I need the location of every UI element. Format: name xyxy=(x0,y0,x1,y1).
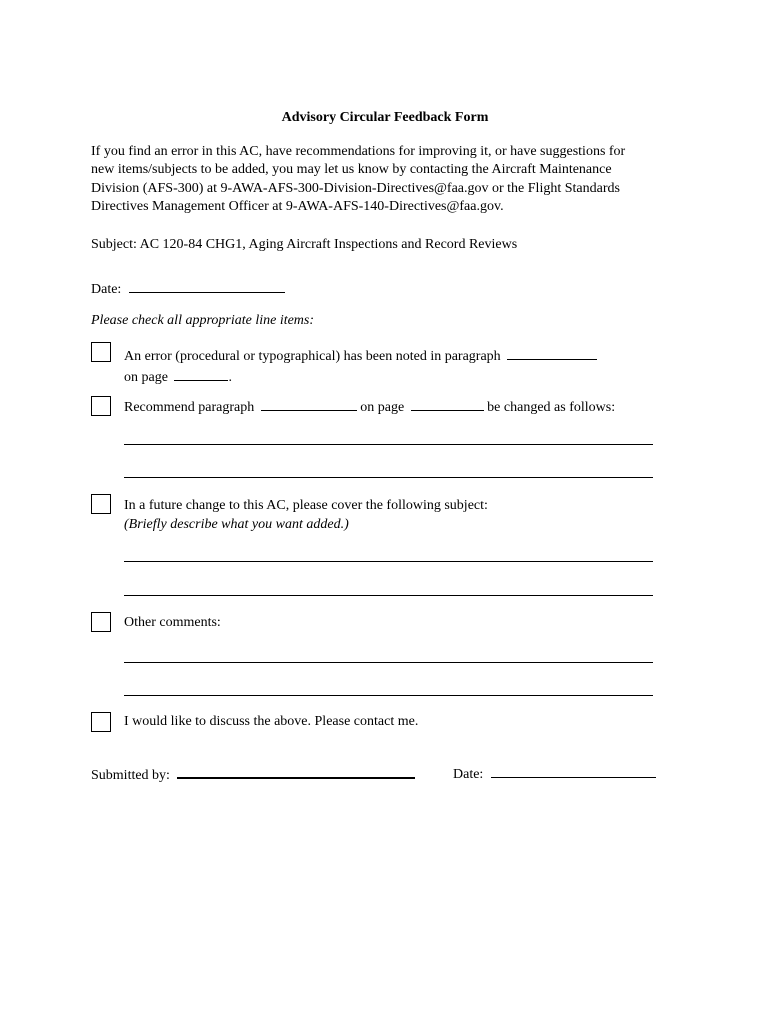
error-page-label: on page xyxy=(124,369,168,385)
error-checkbox[interactable] xyxy=(91,342,111,362)
other-comments-label: Other comments: xyxy=(124,615,221,630)
future-change-answer-line-1[interactable] xyxy=(124,561,653,562)
error-page-period: . xyxy=(228,369,232,385)
subject-line: Subject: AC 120-84 CHG1, Aging Aircraft Inspections and Record Reviews xyxy=(91,237,518,252)
intro-line: Directives Management Officer at 9-AWA-AFS-140-Directives@faa.gov. xyxy=(91,198,504,214)
footer-date-label: Date: xyxy=(453,767,484,782)
recommend-label: Recommend paragraph xyxy=(124,400,255,415)
error-page-field[interactable] xyxy=(174,367,228,381)
form-title: Advisory Circular Feedback Form xyxy=(281,110,489,125)
future-change-note: (Briefly describe what you want added.) xyxy=(124,516,349,532)
error-item-text xyxy=(124,346,597,387)
recommend-item-text xyxy=(124,397,615,416)
future-change-checkbox[interactable] xyxy=(91,494,111,514)
submitted-by-label: Submitted by: xyxy=(91,768,170,783)
error-page-line xyxy=(124,367,597,388)
intro-line: new items/subjects to be added, you may let us know by contacting the Aircraft Maintenance xyxy=(91,162,612,178)
instruction-text: Please check all appropriate line items: xyxy=(91,313,315,328)
recommend-answer-line-1[interactable] xyxy=(124,444,653,445)
recommend-page-field[interactable] xyxy=(411,397,484,411)
recommend-suffix: be changed as follows: xyxy=(487,400,616,415)
other-comments-line-2[interactable] xyxy=(124,695,653,696)
error-item-label: An error (procedural or typographical) has been noted in paragraph xyxy=(124,349,501,364)
intro-line: If you find an error in this AC, have recommendations for improving it, or have suggestions for xyxy=(91,144,626,159)
recommend-page-label: on page xyxy=(360,400,405,415)
contact-me-checkbox[interactable] xyxy=(91,712,111,732)
error-paragraph-field[interactable] xyxy=(507,346,597,360)
intro-line: Division (AFS-300) at 9-AWA-AFS-300-Division-Directives@faa.gov or the Flight Standards xyxy=(91,180,620,196)
contact-me-label: I would like to discuss the above. Please contact me. xyxy=(124,714,419,729)
footer-date-field[interactable] xyxy=(491,764,656,778)
date-field[interactable] xyxy=(129,279,285,293)
date-label: Date: xyxy=(91,282,122,297)
date-row xyxy=(91,279,285,298)
submitted-by-row xyxy=(91,764,415,784)
future-change-answer-line-2[interactable] xyxy=(124,595,653,596)
intro-paragraph xyxy=(91,143,691,216)
future-change-item-text xyxy=(124,497,488,534)
other-comments-line-1[interactable] xyxy=(124,662,653,663)
recommend-checkbox[interactable] xyxy=(91,396,111,416)
footer-date-row xyxy=(453,764,656,783)
recommend-answer-line-2[interactable] xyxy=(124,477,653,478)
other-comments-checkbox[interactable] xyxy=(91,612,111,632)
submitted-by-field[interactable] xyxy=(177,764,415,779)
future-change-label: In a future change to this AC, please cover the following subject: xyxy=(124,498,488,513)
recommend-paragraph-field[interactable] xyxy=(261,397,357,411)
